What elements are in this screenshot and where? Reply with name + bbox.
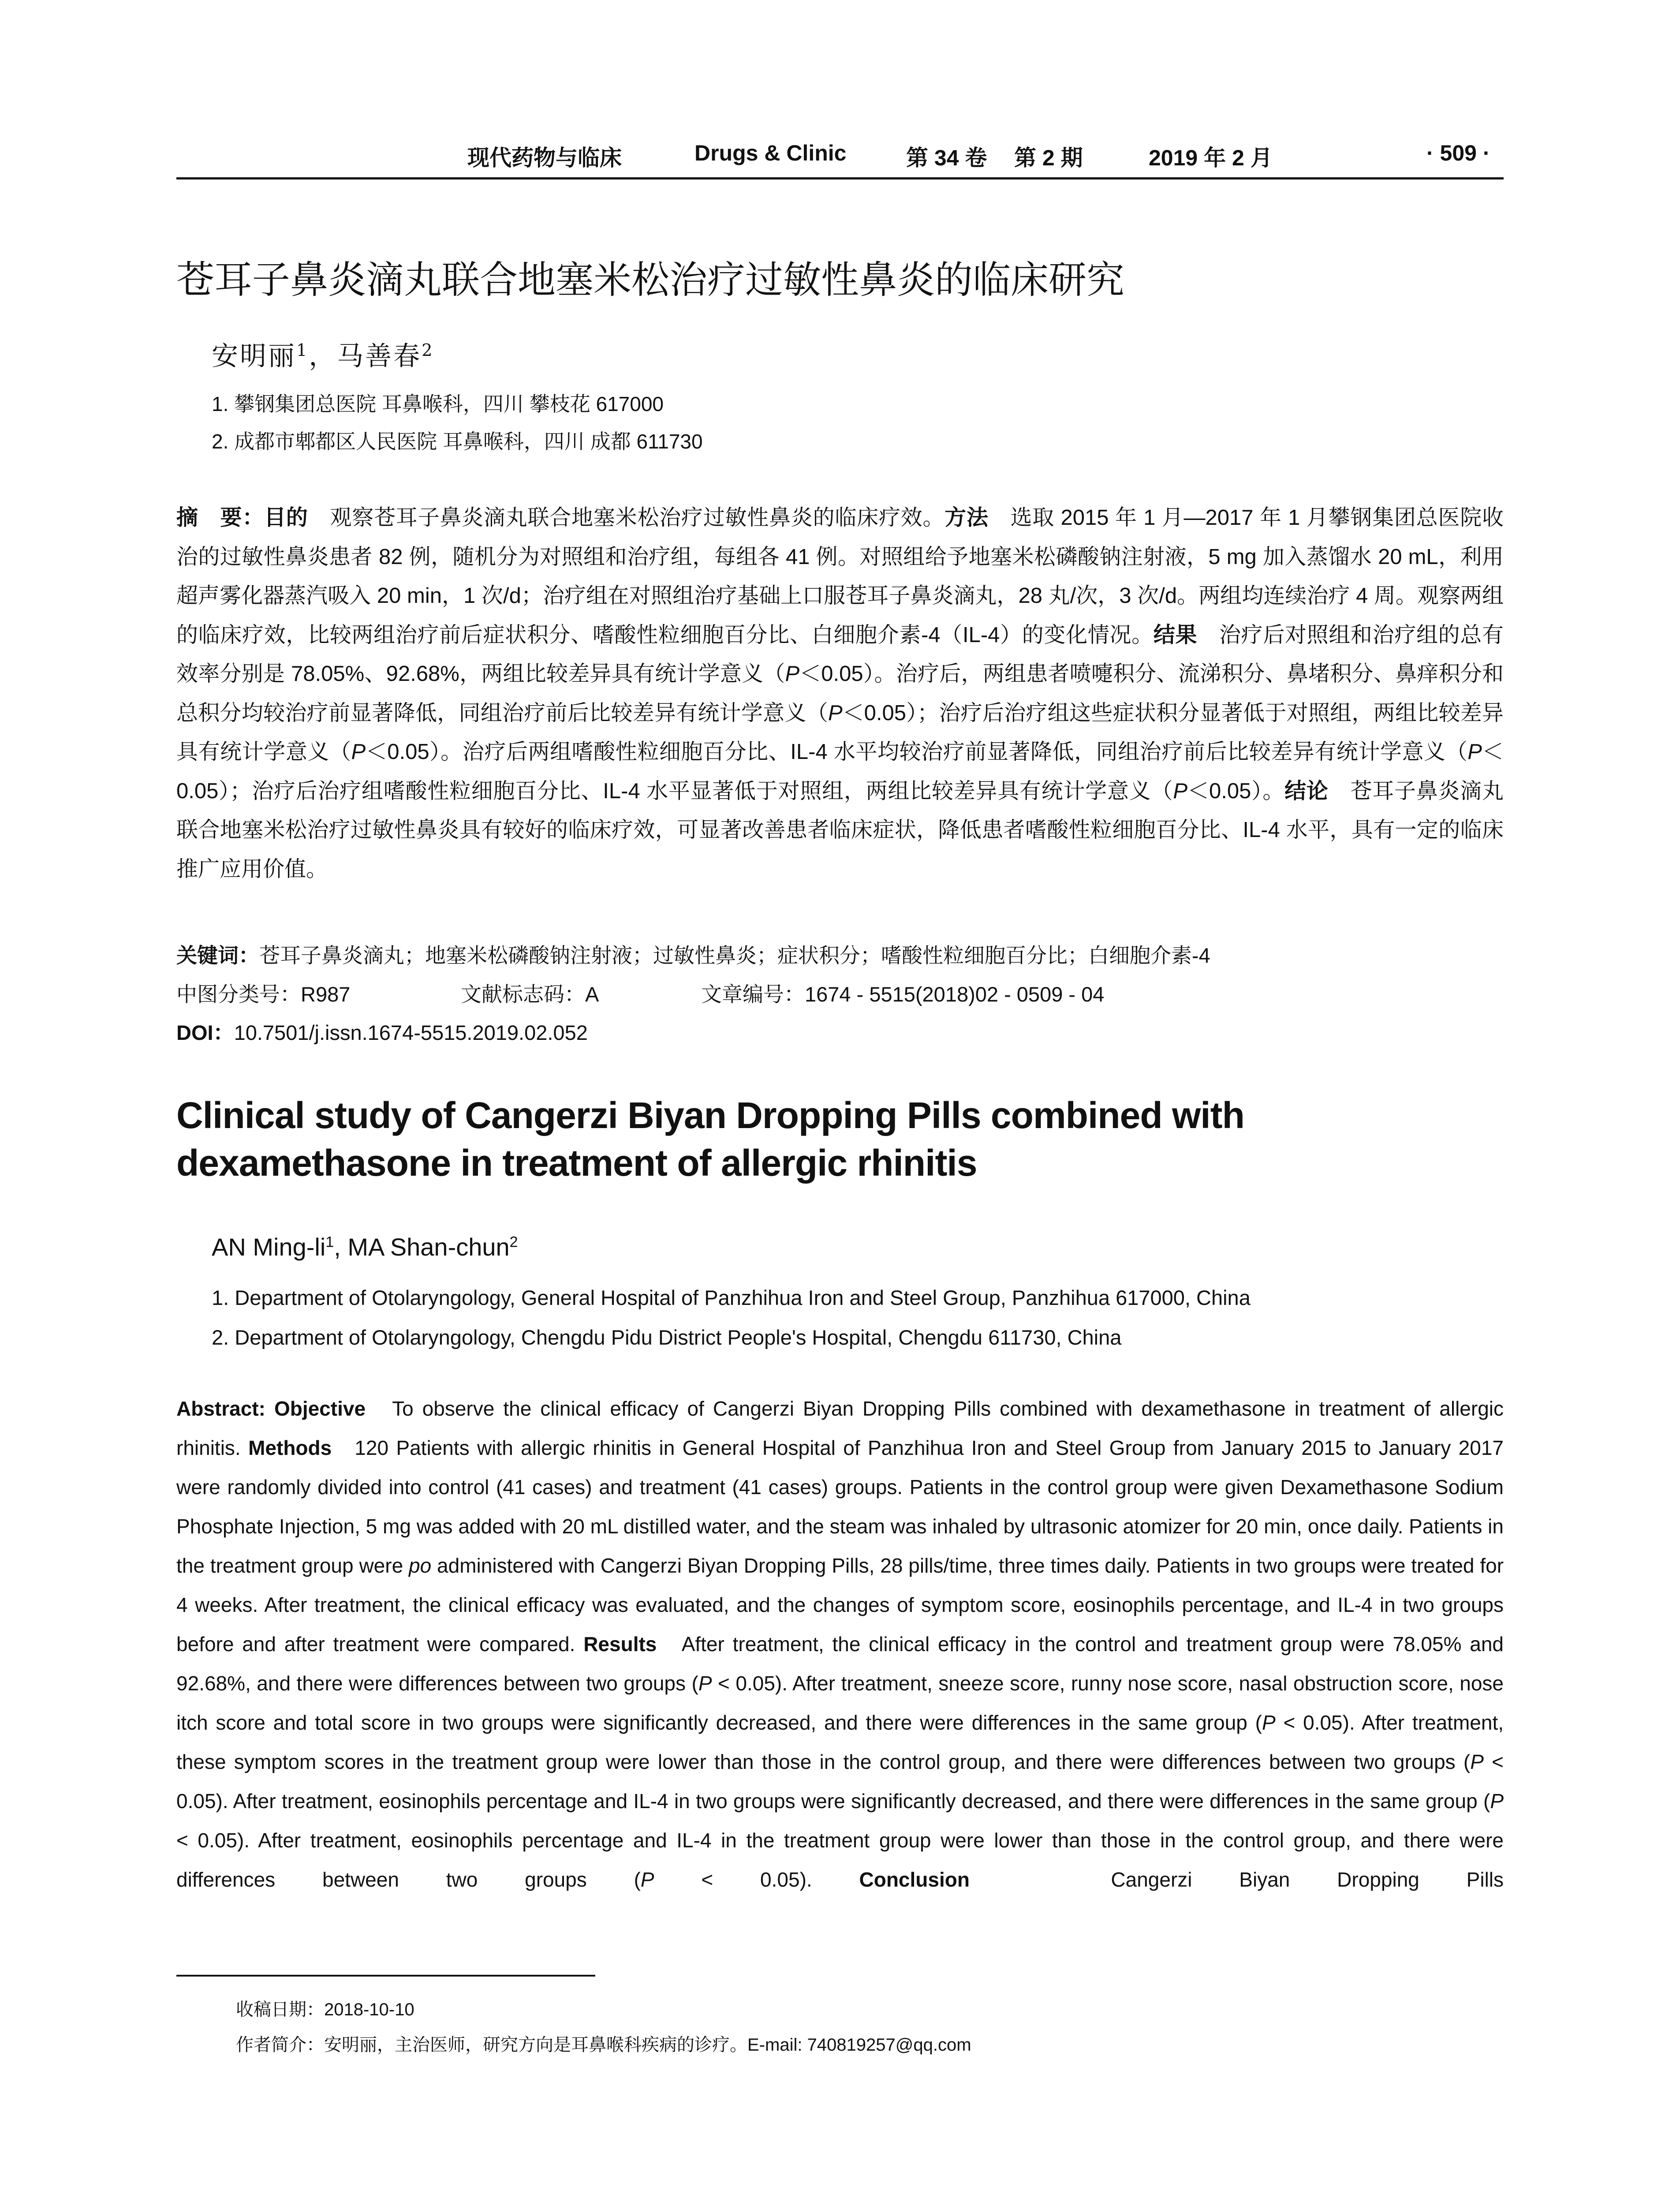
methods-label: 方法 [945, 506, 989, 530]
header-rule [176, 177, 1504, 179]
chinese-authors [212, 335, 434, 373]
p-value-symbol: P [1470, 1750, 1484, 1773]
doi-label: DOI： [176, 1021, 234, 1044]
results-text: ＜0.05）；治疗后治疗组嗜酸性粒细胞百分比、IL-4 水平显著低于对照组，两组比较差异具有统计学意义（ [176, 740, 1504, 803]
issue: 第 2 期 [1014, 146, 1083, 170]
abstract-label: 摘 要： [176, 506, 265, 530]
author-separator: , [334, 1233, 348, 1261]
objective-text: 观察苍耳子鼻炎滴丸联合地塞米松治疗过敏性鼻炎的临床疗效。 [308, 506, 945, 530]
journal-name-en: Drugs & Clinic [694, 141, 847, 165]
results-text: < 0.05). After treatment, sneeze score, runny nose score, nasal obstruction score, nose itch score and total score in two groups were significantly decreased, and there were differences in the same group ( [176, 1672, 1504, 1734]
results-text: 治疗后对照组和治疗组的总有效率分别是 78.05%、92.68%，两组比较差异具有统计学意义（ [176, 623, 1504, 686]
results-label: 结果 [1153, 623, 1198, 647]
clc-number: 中图分类号：R987 [176, 983, 351, 1006]
p-value-symbol: P [351, 740, 366, 764]
results-text: < 0.05). After treatment, these symptom scores in the treatment group were lower than those in the control group, and there were differences between two groups ( [176, 1711, 1504, 1773]
affiliation-marker: 2 [422, 340, 434, 360]
conclusion-label: 结论 [1284, 779, 1329, 803]
p-value-symbol: P [1467, 740, 1482, 764]
results-text: < 0.05). After treatment, eosinophils percentage and IL-4 in two groups were significantly decreased, and there were differences in the same group ( [176, 1750, 1504, 1813]
classification-line [176, 978, 1105, 1008]
english-authors [212, 1233, 518, 1261]
english-affiliation-1: 1. Department of Otolaryngology, General Hospital of Panzhihua Iron and Steel Group, Panzhihua 617000, China [212, 1286, 1251, 1309]
objective-label: 目的 [264, 506, 308, 530]
affiliation-marker: 1 [325, 1233, 334, 1251]
affiliation-marker: 2 [509, 1233, 518, 1251]
keywords-label: 关键词： [176, 944, 259, 967]
abstract-label: Abstract: Objective [176, 1397, 366, 1420]
p-value-symbol: P [785, 662, 800, 686]
methods-label: Methods [248, 1436, 332, 1459]
received-date: 收稿日期：2018-10-10 [236, 2000, 414, 2019]
author-name: AN Ming-li [212, 1233, 326, 1261]
keywords: 苍耳子鼻炎滴丸；地塞米松磷酸钠注射液；过敏性鼻炎；症状积分；嗜酸性粒细胞百分比；白细胞介素-4 [259, 944, 1210, 967]
results-text: ＜0.05）。治疗后，两组患者喷嚏积分、流涕积分、鼻堵积分、鼻痒积分和总积分均较治疗前显著降低，同组治疗前后比较差异有统计学意义（ [176, 662, 1504, 725]
volume: 第 34 卷 [906, 146, 987, 170]
english-title: Clinical study of Cangerzi Biyan Dropping Pills combined with dexamethasone in treatment of allergic rhinitis [176, 1095, 1244, 1184]
conclusion-text: 苍耳子鼻炎滴丸联合地塞米松治疗过敏性鼻炎具有较好的临床疗效，可显著改善患者临床症状，降低患者嗜酸性粒细胞百分比、IL-4 水平，具有一定的临床推广应用价值。 [176, 779, 1504, 881]
conclusion-text: Cangerzi Biyan Dropping Pills [1111, 1868, 1504, 1891]
keywords-line [176, 939, 1210, 969]
chinese-title: 苍耳子鼻炎滴丸联合地塞米松治疗过敏性鼻炎的临床研究 [176, 259, 1124, 301]
results-text: After treatment, the clinical efficacy in the control and treatment group were 78.05% and 92.68%, and there were differences between two groups ( [176, 1633, 1504, 1695]
p-value-symbol: P [828, 701, 843, 725]
results-text: ＜0.05）。治疗后两组嗜酸性粒细胞百分比、IL-4 水平均较治疗前显著降低，同组治疗前后比较差异有统计学意义（ [366, 740, 1468, 764]
author-name: 马善春 [337, 341, 422, 372]
running-header [176, 140, 1508, 176]
p-value-symbol: P [1262, 1711, 1276, 1734]
issue-date: 2019 年 2 月 [1149, 146, 1273, 170]
doi: 10.7501/j.issn.1674-5515.2019.02.052 [234, 1021, 588, 1044]
p-value-symbol: P [1173, 779, 1187, 803]
author-separator: ， [309, 341, 337, 372]
author-bio: 作者简介：安明丽，主治医师，研究方向是耳鼻喉科疾病的诊疗。E-mail: 740819257@qq.com [236, 2035, 971, 2055]
article-number: 文章编号：1674 - 5515(2018)02 - 0509 - 04 [701, 983, 1105, 1006]
methods-text: 选取 2015 年 1 月—2017 年 1 月攀钢集团总医院收治的过敏性鼻炎患者 82 例，随机分为对照组和治疗组，每组各 41 例。对照组给予地塞米松磷酸钠注射液，5 mg 加入蒸馏水 20 mL，利用超声雾化器蒸汽吸入 20 min，1 次/d；治疗组在对照组治疗基础上口服苍耳子鼻炎滴丸，28 丸/次，3 次/d。两组均连续治疗 4 周。观察两组的临床疗效，比较两组治疗前后症状积分、嗜酸性粒细胞百分比、白细胞介素-4（IL-4）的变化情况。 [176, 506, 1504, 647]
author-name: MA Shan-chun [347, 1233, 510, 1261]
results-text: ＜0.05）。 [1187, 779, 1285, 803]
results-text: < 0.05). After treatment, eosinophils percentage and IL-4 in the treatment group were lower than those in the control group, and there were differences between two groups ( [176, 1829, 1504, 1891]
chinese-affiliation-2: 2. 成都市郫都区人民医院 耳鼻喉科，四川 成都 611730 [212, 430, 703, 453]
methods-text: 120 Patients with allergic rhinitis in General Hospital of Panzhihua Iron and Steel Group from January 2015 to January 2017 were randomly divided into control (41 cases) and treatment (41 cases) groups. Patients in the control group were given Dexamethasone Sodium Phosphate Injection, 5 mg was added with 20 mL distilled water, and the steam was inhaled by ultrasonic atomizer for 20 min, once daily. Patients in the treatment group were [176, 1436, 1504, 1577]
page-number: · 509 · [1426, 141, 1490, 165]
conclusion-label: Conclusion [859, 1868, 970, 1891]
po-abbrev: po [409, 1554, 432, 1577]
journal-name-cn: 现代药物与临床 [467, 145, 622, 171]
english-affiliation-2: 2. Department of Otolaryngology, Chengdu Pidu District People's Hospital, Chengdu 611730, China [212, 1326, 1122, 1349]
results-text: ＜0.05）；治疗后治疗组这些症状积分显著低于对照组，两组比较差异具有统计学意义（ [176, 701, 1504, 764]
p-value-symbol: P [698, 1672, 712, 1695]
doi-line [176, 1017, 588, 1046]
footnote-rule [176, 1975, 595, 1977]
english-abstract [176, 1389, 1504, 1899]
p-value-symbol: P [1490, 1790, 1504, 1813]
document-code: 文献标志码：A [461, 983, 599, 1006]
results-label: Results [583, 1633, 657, 1656]
results-text: < 0.05). [654, 1868, 812, 1891]
methods-text: administered with Cangerzi Biyan Dropping Pills, 28 pills/time, three times daily. Patients in two groups were treated for 4 weeks. After treatment, the clinical efficacy was evaluated, and the changes of symptom score, eosinophils percentage, and IL-4 in two groups before and after treatment were compared. [176, 1554, 1504, 1656]
chinese-abstract [176, 498, 1504, 889]
author-name: 安明丽 [212, 341, 296, 372]
p-value-symbol: P [640, 1868, 654, 1891]
objective-text: To observe the clinical efficacy of Cangerzi Biyan Dropping Pills combined with dexamethasone in treatment of allergic rhinitis. [176, 1397, 1504, 1459]
affiliation-marker: 1 [296, 340, 309, 360]
chinese-affiliation-1: 1. 攀钢集团总医院 耳鼻喉科，四川 攀枝花 617000 [212, 392, 664, 415]
